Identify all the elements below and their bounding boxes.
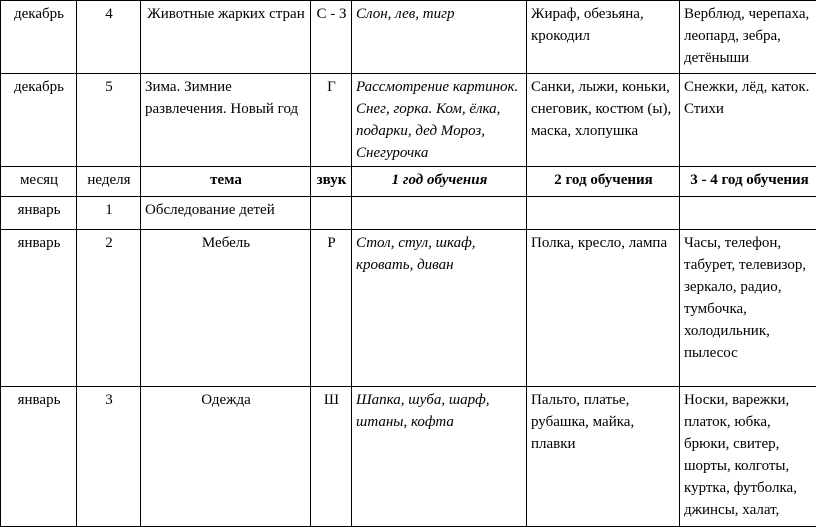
table-header-row xyxy=(1,167,816,197)
sound-cell: Р xyxy=(311,230,352,387)
topic-cell: Одежда xyxy=(141,387,311,527)
year34-cell: Часы, телефон, табурет, телевизор, зеркало, радио, тумбочка, холодильник, пылесос xyxy=(680,230,816,387)
week-cell: 4 xyxy=(77,1,141,74)
header-topic: тема xyxy=(141,167,311,197)
year1-cell: Шапка, шуба, шарф, штаны, кофта xyxy=(352,387,527,527)
header-year2: 2 год обучения xyxy=(527,167,680,197)
year2-cell: Жираф, обезьяна, крокодил xyxy=(527,1,680,74)
sound-cell: Г xyxy=(311,74,352,167)
table-row xyxy=(1,230,816,387)
table-row xyxy=(1,1,816,74)
month-cell: декабрь xyxy=(1,74,77,167)
year1-cell: Рассмотрение картинок. Снег, горка. Ком, ёлка, подарки, дед Мороз, Снегурочка xyxy=(352,74,527,167)
month-cell: январь xyxy=(1,230,77,387)
week-cell: 1 xyxy=(77,197,141,230)
year2-cell: Полка, кресло, лампа xyxy=(527,230,680,387)
year34-cell: Снежки, лёд, каток. Стихи xyxy=(680,74,816,167)
sound-cell xyxy=(311,197,352,230)
topic-cell: Обследование детей xyxy=(141,197,311,230)
header-year34: 3 - 4 год обучения xyxy=(680,167,816,197)
table-row xyxy=(1,197,816,230)
week-cell: 2 xyxy=(77,230,141,387)
table-row xyxy=(1,387,816,527)
year34-cell xyxy=(680,197,816,230)
topic-cell: Зима. Зимние развлечения. Новый год xyxy=(141,74,311,167)
header-month: месяц xyxy=(1,167,77,197)
table-row xyxy=(1,74,816,167)
month-cell: январь xyxy=(1,387,77,527)
topic-cell: Мебель xyxy=(141,230,311,387)
header-week: неделя xyxy=(77,167,141,197)
header-sound: звук xyxy=(311,167,352,197)
month-cell: январь xyxy=(1,197,77,230)
header-year1: 1 год обучения xyxy=(352,167,527,197)
year2-cell: Пальто, платье, рубашка, майка, плавки xyxy=(527,387,680,527)
sound-cell: С - З xyxy=(311,1,352,74)
year34-cell: Носки, варежки, платок, юбка, брюки, свитер, шорты, колготы, куртка, футболка, джинсы, халат, xyxy=(680,387,816,527)
week-cell: 3 xyxy=(77,387,141,527)
year2-cell xyxy=(527,197,680,230)
week-cell: 5 xyxy=(77,74,141,167)
year2-cell: Санки, лыжи, коньки, снеговик, костюм (ы), маска, хлопушка xyxy=(527,74,680,167)
month-cell: декабрь xyxy=(1,1,77,74)
year1-cell: Слон, лев, тигр xyxy=(352,1,527,74)
year34-cell: Верблюд, черепаха, леопард, зебра, детёныши xyxy=(680,1,816,74)
year1-cell xyxy=(352,197,527,230)
sound-cell: Ш xyxy=(311,387,352,527)
year1-cell: Стол, стул, шкаф, кровать, диван xyxy=(352,230,527,387)
topic-cell: Животные жарких стран xyxy=(141,1,311,74)
